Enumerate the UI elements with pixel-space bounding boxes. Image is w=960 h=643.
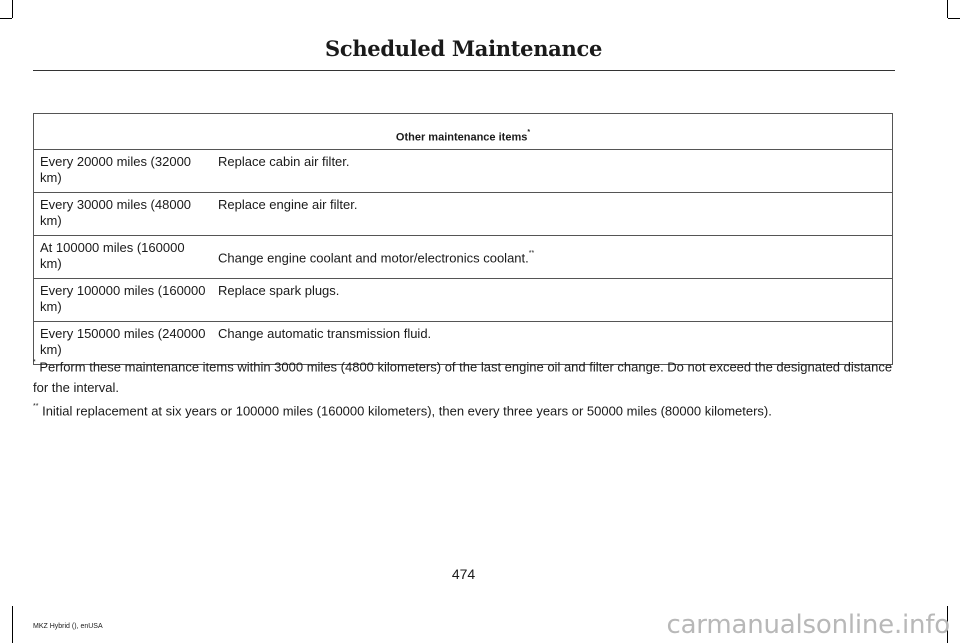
interval-cell: Every 30000 miles (48000 km) [34, 193, 213, 236]
page-title: Scheduled Maintenance [324, 36, 603, 61]
document-id: MKZ Hybrid (), enUSA [33, 623, 103, 630]
interval-cell: Every 100000 miles (160000 km) [34, 279, 213, 322]
footnote-text: Perform these maintenance items within 3000 miles (4800 kilometers) of the last engine oil and filter change. Do not exceed the designated distance for the interval. [33, 359, 893, 396]
footnote-marker: ** [528, 249, 535, 257]
table-header-row [34, 114, 893, 150]
interval-cell: At 100000 miles (160000 km) [34, 236, 213, 279]
table-row [34, 236, 893, 279]
crop-mark [12, 0, 13, 18]
table-heading [34, 114, 893, 150]
action-cell [212, 193, 893, 236]
footnote-marker: * [33, 359, 36, 366]
footnotes [33, 354, 895, 422]
interval-cell: Every 20000 miles (32000 km) [34, 150, 213, 193]
crop-mark [0, 18, 12, 19]
table-row [34, 279, 893, 322]
action-cell [212, 236, 893, 279]
footnote-marker: ** [33, 403, 39, 411]
table-row [34, 150, 893, 193]
page-number: 474 [451, 566, 476, 582]
action-text: Change engine coolant and motor/electronics coolant. [218, 250, 529, 266]
maintenance-table [33, 113, 893, 365]
crop-mark [12, 606, 13, 643]
crop-mark [948, 18, 960, 19]
action-text: Replace spark plugs. [218, 283, 340, 298]
interval-cell: Every 150000 miles (240000 km) [34, 322, 213, 365]
footnote [33, 354, 895, 398]
action-text: Replace engine air filter. [218, 197, 358, 212]
action-text: Replace cabin air filter. [218, 154, 350, 169]
table-heading-text: Other maintenance items [395, 132, 528, 144]
table-row [34, 193, 893, 236]
footnote [33, 398, 895, 421]
title-divider [33, 70, 895, 71]
footnote-text: Initial replacement at six years or 100000 miles (160000 kilometers), then every three years or 50000 miles (80000 kilometers). [42, 403, 772, 419]
action-cell [212, 150, 893, 193]
action-text: Change automatic transmission fluid. [218, 326, 432, 341]
footnote-marker: * [527, 129, 531, 137]
action-cell [212, 279, 893, 322]
crop-mark [947, 0, 948, 18]
watermark: carmanualsonline.info [666, 610, 950, 640]
